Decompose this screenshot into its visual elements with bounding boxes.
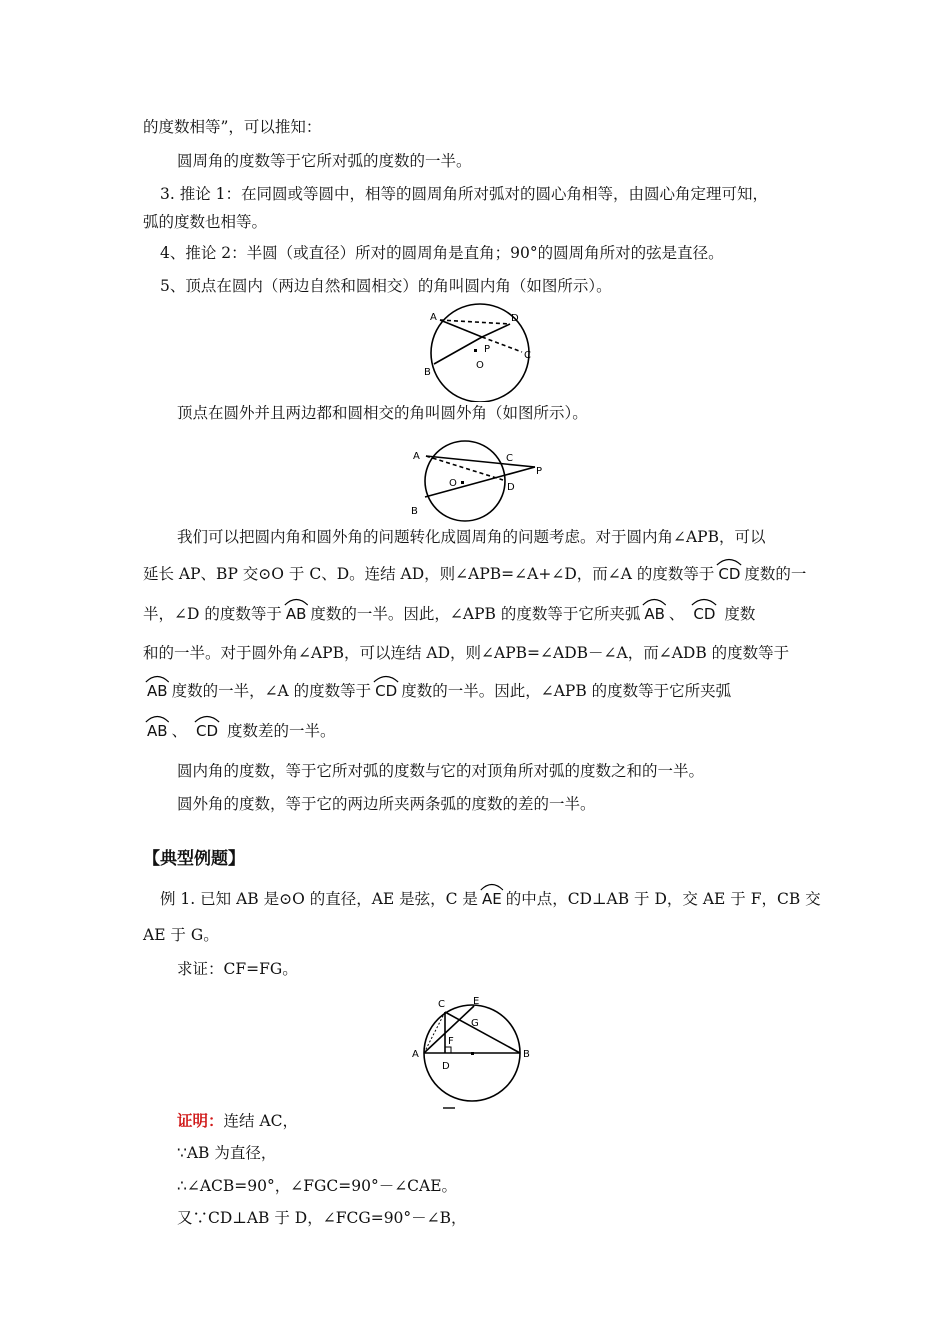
figure-inner-angle bbox=[410, 302, 550, 402]
paragraph-line-4: 和的一半。对于圆外角∠APB，可以连结 AD，则∠APB=∠ADB－∠A，而∠ADB 的度数等于 bbox=[143, 644, 790, 662]
arc-cd: CD bbox=[716, 563, 742, 585]
fig1-label-a: A bbox=[430, 312, 437, 323]
fig3-label-c: C bbox=[438, 999, 445, 1010]
arc-ab-3: AB bbox=[145, 680, 170, 702]
arc-cd-2: CD bbox=[691, 603, 717, 625]
paragraph-line-5: AB 度数的一半，∠A 的度数等于 CD 度数的一半。因此，∠APB 的度数等于它所夹弧 bbox=[143, 680, 731, 702]
proof-line-1: 证明：连结 AC， bbox=[177, 1111, 298, 1130]
fig2-label-p: P bbox=[536, 466, 543, 477]
fig2-label-o: O bbox=[449, 478, 457, 489]
arc-ab: AB bbox=[284, 603, 309, 625]
item-3-line-1: 3. 推论 1：在同圆或等圆中，相等的圆周角所对弧对的圆心角相等，由圆心角定理可知， bbox=[160, 185, 769, 203]
example-prove: 求证：CF=FG。 bbox=[177, 960, 298, 978]
section-title: 【典型例题】 bbox=[143, 849, 245, 869]
fig3-label-g: G bbox=[471, 1018, 479, 1029]
fig1-label-b: B bbox=[424, 367, 431, 378]
fig2-label-d: D bbox=[507, 482, 515, 493]
fig1-label-p: P bbox=[484, 344, 491, 355]
proof-line-4: 又∵CD⊥AB 于 D，∠FCG=90°－∠B， bbox=[177, 1209, 467, 1227]
arc-cd-4: CD bbox=[194, 720, 220, 742]
item-4: 4、推论 2：半圆（或直径）所对的圆周角是直角；90°的圆周角所对的弦是直径。 bbox=[160, 244, 724, 262]
example-line-1: 例 1. 已知 AB 是⊙O 的直径，AE 是弦，C 是 AE 的中点，CD⊥AB 于 D，交 AE 于 F，CB 交 bbox=[160, 888, 821, 910]
arc-ae: AE bbox=[480, 888, 504, 910]
paragraph-line-1: 我们可以把圆内角和圆外角的问题转化成圆周角的问题考虑。对于圆内角∠APB，可以 bbox=[177, 528, 766, 546]
paragraph-line-2: 延长 AP、BP 交⊙O 于 C、D。连结 AD，则∠APB=∠A+∠D，而∠A 的度数等于 CD 度数的一 bbox=[143, 563, 806, 585]
intro-tail: 的度数相等”，可以推知： bbox=[143, 118, 322, 136]
fig1-label-c: C bbox=[524, 350, 531, 361]
arc-ab-2: AB bbox=[642, 603, 667, 625]
fig3-label-a: A bbox=[412, 1049, 419, 1060]
fig3-label-f: F bbox=[448, 1036, 454, 1047]
arc-ab-4: AB bbox=[145, 720, 170, 742]
paragraph-line-3: 半，∠D 的度数等于 AB 度数的一半。因此，∠APB 的度数等于它所夹弧 AB 、 CD 度数 bbox=[143, 603, 755, 625]
fig1-label-d: D bbox=[511, 313, 519, 324]
summary-inner-angle: 圆内角的度数，等于它所对弧的度数与它的对顶角所对弧的度数之和的一半。 bbox=[177, 762, 705, 780]
proof-label: 证明： bbox=[177, 1111, 224, 1130]
paragraph-line-6: AB 、 CD 度数差的一半。 bbox=[143, 720, 336, 742]
fig1-label-o: O bbox=[476, 360, 484, 371]
proof-line-2: ∵AB 为直径， bbox=[177, 1144, 277, 1162]
fig2-label-a: A bbox=[413, 451, 420, 462]
proof-line-3: ∴∠ACB=90°，∠FGC=90°－∠CAE。 bbox=[177, 1177, 458, 1195]
figure-outer-angle bbox=[405, 432, 555, 522]
summary-outer-angle: 圆外角的度数，等于它的两边所夹两条弧的度数的差的一半。 bbox=[177, 795, 596, 813]
fig3-label-e: E bbox=[473, 996, 480, 1007]
example-line-2: AE 于 G。 bbox=[143, 926, 219, 944]
fig3-label-d: D bbox=[442, 1061, 450, 1072]
fig3-label-b: B bbox=[523, 1049, 530, 1060]
fig2-label-c: C bbox=[506, 453, 513, 464]
outer-angle-definition: 顶点在圆外并且两边都和圆相交的角叫圆外角（如图所示）。 bbox=[177, 404, 588, 422]
figure-example bbox=[405, 995, 545, 1115]
item-5: 5、顶点在圆内（两边自然和圆相交）的角叫圆内角（如图所示）。 bbox=[160, 277, 612, 295]
item-3-line-2: 弧的度数也相等。 bbox=[143, 213, 268, 231]
arc-cd-3: CD bbox=[373, 680, 399, 702]
theorem: 圆周角的度数等于它所对弧的度数的一半。 bbox=[177, 152, 472, 170]
fig2-label-b: B bbox=[411, 506, 418, 517]
